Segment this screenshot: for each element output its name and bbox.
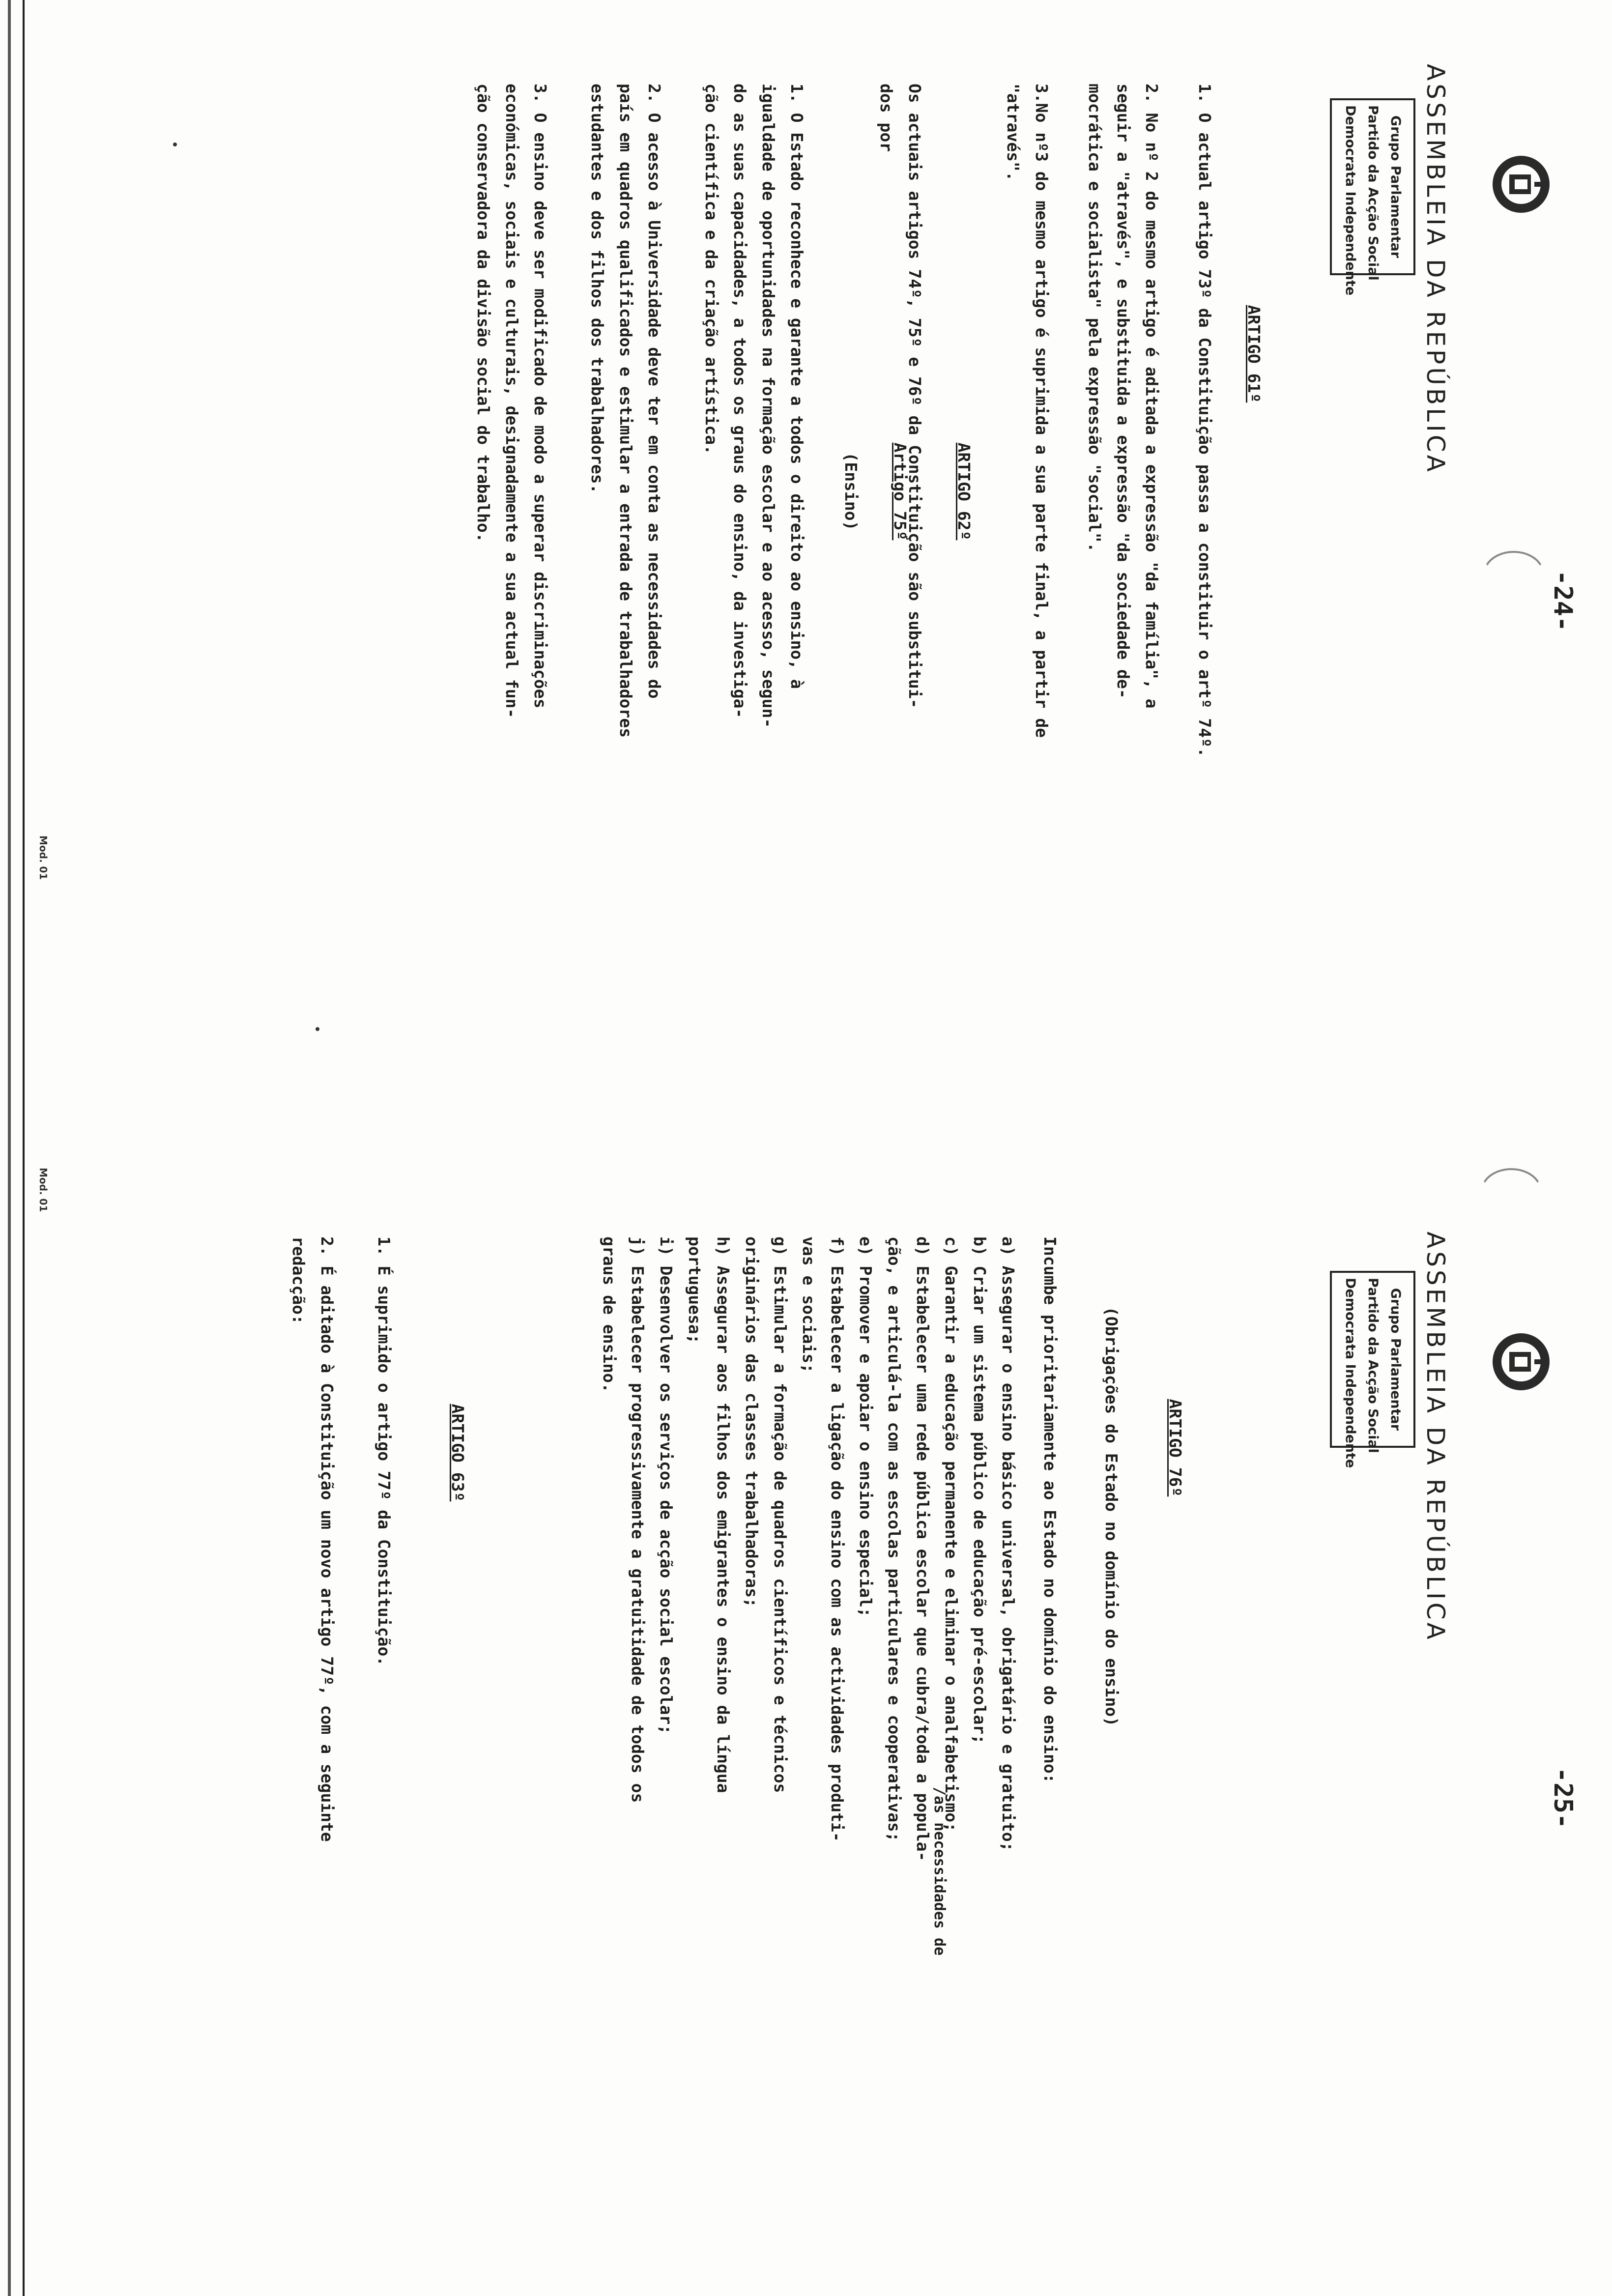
group-line: Democrata Independente xyxy=(1343,105,1358,296)
artigo-61-heading: ARTIGO 61º xyxy=(1244,305,1264,403)
list-item: seguir a "através", e substituida a expressão "da sociedade de- xyxy=(1114,84,1133,699)
list-item: redacção: xyxy=(289,1236,308,1324)
scan-edge-line xyxy=(23,0,25,2296)
list-item-text: d) Estabelecer uma rede pública escolar que cubra/toda a popula- xyxy=(913,1236,932,1862)
list-item: estudantes e dos filhos dos trabalhadores. xyxy=(588,84,607,494)
artigo-62-heading: ARTIGO 62º xyxy=(954,442,974,541)
list-item: ção científica e da criação artística. xyxy=(702,84,721,455)
artigo-76-intro: Incumbe prioritariamente ao Estado no domínio do ensino: xyxy=(1040,1236,1060,1783)
punch-hole-icon xyxy=(1479,1148,1543,1192)
list-item: g) Estimular a formação de quadros científicos e técnicos xyxy=(771,1236,790,1793)
intro-line: Os actuais artigos 74º, 75º e 76º da Constituição são substitui- xyxy=(905,84,924,709)
list-item: i) Desenvolver os serviços de acção social escolar; xyxy=(657,1236,676,1735)
group-line: Grupo Parlamentar xyxy=(1388,115,1403,258)
list-item: c) Garantir a educação permanente e eliminar o analfabetismo; xyxy=(942,1236,961,1832)
emblem-icon xyxy=(1489,152,1553,216)
list-item: a) Assegurar o ensino básico universal, obrigatário e gratuito; xyxy=(999,1236,1018,1852)
artigo-75-items xyxy=(469,84,811,738)
list-item: h) Assegurar aos filhos dos emigrantes o ensino da língua xyxy=(714,1236,733,1793)
artigo-63-heading: ARTIGO 63º xyxy=(448,1404,467,1502)
list-spacer xyxy=(341,1236,370,1842)
list-spacer xyxy=(554,84,583,738)
group-line: Partido da Acção Social xyxy=(1365,105,1381,281)
page-25 xyxy=(0,1148,1612,2296)
page-number: -25- xyxy=(1548,1767,1578,1829)
list-item: vas e sociais; xyxy=(799,1236,818,1374)
list-item: ção conservadora da divisão social do trabalho. xyxy=(474,84,493,543)
list-item: b) Criar um sistema público de educação pré-escolar; xyxy=(970,1236,989,1745)
list-item: originários das classes trabalhadoras; xyxy=(742,1236,761,1607)
artigo-63-items xyxy=(284,1236,398,1842)
list-item: igualdade de oportunidades na formação escolar e ao acesso, segun- xyxy=(759,84,778,728)
artigo-61-items xyxy=(999,84,1219,757)
scan-edge-line xyxy=(8,0,11,2296)
list-item: 1. O actual artigo 73º da Constituição passa a constituir o artº 74º. xyxy=(1195,84,1214,757)
artigo-76-items xyxy=(595,1236,1022,1956)
page-number: -24- xyxy=(1548,570,1578,632)
group-line: Grupo Parlamentar xyxy=(1388,1288,1403,1431)
emblem-icon xyxy=(1489,1330,1553,1394)
artigo-75-heading: Artigo 75º xyxy=(891,442,910,541)
group-line: Partido da Acção Social xyxy=(1365,1278,1381,1453)
list-item: 1. É suprimido o artigo 77º da Constituição. xyxy=(374,1236,394,1666)
artigo-76-heading: ARTIGO 76º xyxy=(1166,1399,1185,1497)
footer-mark: Mod. 01 xyxy=(37,1168,49,1212)
list-item: 3.No nº3 do mesmo artigo é suprimida a sua parte final, a partir de xyxy=(1032,84,1051,738)
group-line: Democrata Independente xyxy=(1343,1278,1358,1468)
list-item: graus de ensino. xyxy=(600,1236,619,1393)
list-item: e) Promover e apoiar o ensino especial; xyxy=(856,1236,875,1617)
parliamentary-group-box xyxy=(1330,1271,1415,1468)
list-item: 1. O Estado reconhece e garante a todos o direito ao ensino, à xyxy=(787,84,806,689)
list-item: 2. O acesso à Universidade deve ter em conta as necessidades do xyxy=(645,84,664,699)
scan-speck xyxy=(316,1027,319,1031)
assembly-title: ASSEMBLEIA DA REPÚBLICA xyxy=(1421,64,1450,475)
list-item: 2. No nº 2 do mesmo artigo é aditada a expressão "da família", a xyxy=(1142,84,1161,709)
list-item: 2. É aditado à Constituição um novo artigo 77º, com a seguinte xyxy=(317,1236,337,1842)
list-item: país em quadros qualificados e estimular a entrada de trabalhadores xyxy=(616,84,635,738)
list-spacer xyxy=(668,84,697,738)
assembly-title: ASSEMBLEIA DA REPÚBLICA xyxy=(1421,1232,1450,1642)
list-item: económicas, sociais e culturais, designadamente a sua actual fun- xyxy=(502,84,521,718)
list-item: ção, e articulá-la com as escolas particulares e cooperativas; xyxy=(885,1236,904,1842)
list-item: j) Estabelecer progressivamente a gratuitidade de todos os xyxy=(628,1236,647,1803)
list-item: do as suas capacidades, a todos os graus do ensino, da investiga- xyxy=(730,84,749,718)
footer-mark: Mod. 01 xyxy=(37,835,49,880)
list-item xyxy=(908,1236,948,1956)
list-item: portuguesa; xyxy=(685,1236,704,1344)
intro-line: dos por xyxy=(877,84,896,152)
parliamentary-group-box xyxy=(1330,98,1415,296)
punch-hole-icon xyxy=(1482,531,1546,575)
handwritten-insertion: /as necessidades de xyxy=(931,1787,948,1956)
list-item: 3. O ensino deve ser modificado de modo a superar discriminações xyxy=(531,84,550,709)
artigo-76-subtitle: (Obrigações do Estado no domínio do ensino) xyxy=(1102,1306,1121,1727)
scan-speck xyxy=(173,143,177,146)
list-item: mocrática e socialista" pela expressão "social". xyxy=(1085,84,1104,552)
list-item: "através". xyxy=(1004,84,1023,181)
ensino-subtitle: (Ensino) xyxy=(841,452,861,531)
list-item: f) Estabelecer a ligação do ensino com as actividades produti- xyxy=(828,1236,847,1842)
